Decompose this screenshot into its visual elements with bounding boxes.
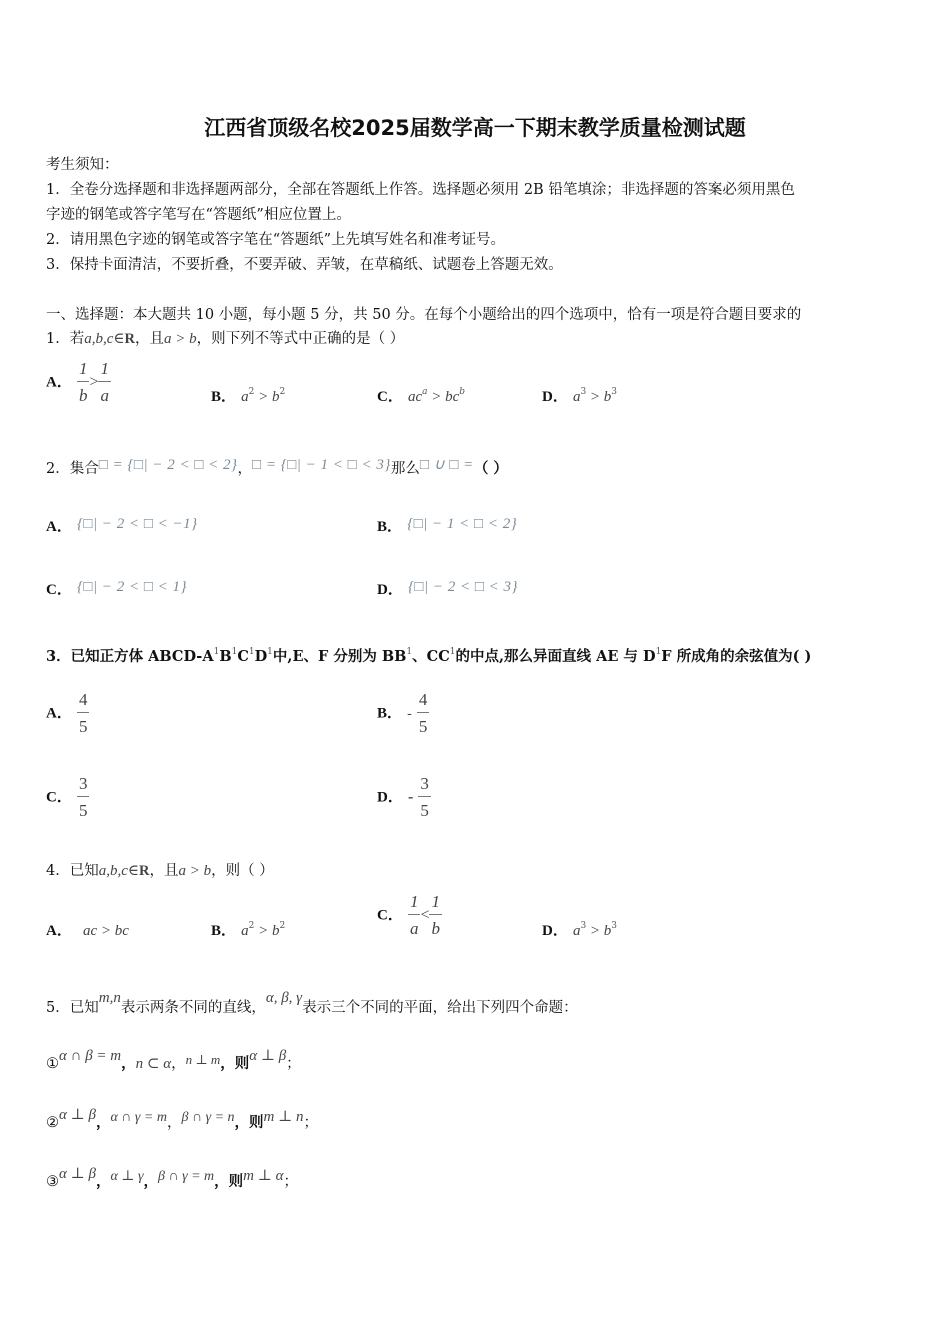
question-2 (46, 455, 508, 478)
text: ，则 (214, 1173, 244, 1190)
math-op: > (89, 373, 99, 391)
frac-num: 3 (77, 775, 90, 797)
question-1 (46, 327, 404, 348)
option-a (46, 919, 129, 940)
notice-item: 3．保持卡面清洁，不要折叠，不要弄破、弄皱，在草稿纸、试题卷上答题无效。 (46, 257, 563, 273)
text: 的中点,那么异面直线 AE 与 D (455, 648, 656, 665)
option-b (211, 919, 285, 940)
notice-item: 2．请用黑色字迹的钢笔或答字笔在“答题纸”上先填写姓名和准考证号。 (46, 232, 506, 248)
option-d (377, 578, 518, 599)
math-lines: m,n (98, 990, 121, 1006)
option-d (542, 919, 617, 940)
subscript: 1 (231, 647, 238, 657)
text: ，且 (134, 331, 164, 347)
question-3 (46, 645, 811, 666)
text: （ ） (473, 460, 508, 477)
math-expr: n ⊥ m (185, 1052, 221, 1067)
math-expr: a (572, 923, 581, 939)
math-condition: a > b (178, 863, 212, 879)
option-label: C． (377, 389, 403, 405)
question-5 (46, 990, 578, 1017)
subscript: 1 (267, 647, 273, 657)
question-4 (46, 859, 274, 880)
text: 那么 (390, 461, 420, 477)
frac-den: 5 (418, 717, 428, 736)
option-a (46, 360, 111, 404)
frac-num: 4 (417, 691, 430, 713)
math-vars: a,b,c∈ (98, 863, 139, 879)
option-b (377, 515, 517, 536)
text: ； (286, 1056, 301, 1072)
option-b (211, 385, 285, 406)
text: D (254, 648, 268, 665)
notice-heading: 考生须知： (46, 157, 119, 173)
text: ，则 (220, 1055, 250, 1072)
math-set: □ = {□| − 1 < □ < 3} (252, 457, 391, 473)
math-expr: ac > bc (82, 923, 129, 939)
text: ， (171, 1056, 186, 1072)
math-expr: α ⊥ β (249, 1048, 287, 1064)
math-exp: 2 (248, 921, 255, 931)
option-d (377, 775, 431, 819)
math-set: {□| − 2 < □ < 3} (407, 579, 519, 595)
math-planes: α, β, γ (265, 990, 303, 1006)
section-heading: 一、选择题：本大题共 10 小题，每小题 5 分，共 50 分。在每个小题给出的四个选项中，恰有一项是符合题目要求的 (46, 307, 802, 323)
text: B (219, 648, 232, 665)
math-exp: 3 (580, 387, 587, 397)
subscript: 1 (213, 647, 220, 657)
math-exp: 2 (248, 387, 255, 397)
frac-num: 3 (418, 775, 431, 797)
frac-den: a (100, 386, 109, 405)
option-c (377, 385, 465, 406)
subscript: 1 (248, 647, 255, 657)
math-set: {□| − 1 < □ < 2} (407, 516, 518, 532)
math-set-R: R (124, 331, 135, 347)
math-expr: α ⊥ β (59, 1107, 96, 1123)
option-label: C． (46, 789, 72, 806)
math-set-R: R (139, 863, 150, 879)
option-a (46, 691, 89, 735)
math-set: {□| − 2 < □ < 1} (76, 579, 188, 595)
math-exp: 3 (611, 921, 618, 931)
math-sign: - (407, 706, 412, 722)
text: F 所成角的余弦值为( ) (661, 648, 812, 665)
frac-num: 1 (429, 893, 442, 915)
math-expr: α ⊥ γ (110, 1169, 144, 1184)
option-label: C． (46, 582, 72, 598)
option-d (542, 385, 617, 406)
option-b (377, 691, 429, 735)
frac-num: 1 (77, 360, 90, 382)
subscript: 1 (655, 647, 662, 657)
frac-den: b (78, 386, 88, 405)
prop-marker: ② (46, 1115, 59, 1131)
option-label: A． (46, 705, 72, 722)
math-expr: > b (254, 923, 280, 939)
prop-marker: ① (46, 1056, 59, 1072)
option-label: A． (46, 519, 72, 535)
text: ， (143, 1173, 158, 1190)
math-exp: a (422, 387, 428, 397)
text: ， (121, 1055, 136, 1072)
frac-num: 1 (408, 893, 421, 915)
option-a (46, 515, 198, 536)
text: ， (95, 1114, 111, 1131)
text: ，则下列不等式中正确的是（ ） (196, 331, 405, 347)
text: ，则 (234, 1114, 264, 1131)
frac-den: b (431, 919, 440, 938)
option-label: D． (377, 582, 403, 598)
text: 表示两条不同的直线， (120, 1000, 266, 1016)
question-number: 5．已知 (46, 1000, 99, 1016)
option-c (377, 893, 442, 937)
math-expr: □ ∪ □ = (419, 457, 474, 473)
math-expr: a (241, 389, 249, 405)
text: 中,E、F 分别为 BB (272, 648, 407, 665)
subscript: 1 (406, 647, 413, 657)
text: ，且 (149, 863, 179, 879)
text: ， (237, 461, 253, 477)
math-expr: β ∩ γ = n (181, 1110, 235, 1125)
math-exp: 3 (611, 387, 618, 397)
text: 、CC (412, 648, 450, 665)
math-condition: a > b (163, 331, 197, 347)
option-label: D． (377, 789, 403, 806)
frac-den: a (409, 919, 419, 938)
option-label: A． (46, 923, 72, 939)
option-c (46, 578, 187, 599)
text: 3．已知正方体 ABCD-A (46, 648, 214, 665)
option-label: B． (377, 519, 403, 535)
proposition-1 (46, 1046, 301, 1073)
option-c (46, 775, 89, 819)
option-label: A． (46, 374, 72, 391)
frac-den: 5 (78, 717, 88, 736)
math-set: □ = {□| − 2 < □ < 2} (98, 457, 238, 473)
text: ； (303, 1115, 318, 1131)
option-label: C． (377, 907, 403, 924)
frac-num: 1 (98, 360, 111, 382)
math-expr: α ∩ γ = m (110, 1110, 167, 1125)
math-op: < (420, 906, 430, 924)
math-expr: m ⊥ n (263, 1109, 304, 1125)
math-exp: 3 (580, 921, 587, 931)
math-expr: a (241, 923, 249, 939)
math-expr: > b (586, 923, 612, 939)
math-expr: > bc (427, 389, 460, 405)
prop-marker: ③ (46, 1174, 59, 1190)
proposition-2 (46, 1105, 318, 1132)
option-label: B． (211, 389, 237, 405)
frac-num: 4 (77, 691, 90, 713)
math-exp: b (459, 387, 466, 397)
text: ； (283, 1174, 298, 1190)
page-title: 江西省顶级名校2025届数学高一下期末教学质量检测试题 (204, 116, 746, 140)
question-number: 2．集合 (46, 461, 99, 477)
math-expr: m ⊥ α (243, 1168, 284, 1184)
text: 表示三个不同的平面，给出下列四个命题： (302, 1000, 578, 1016)
text: ，则（ ） (211, 863, 274, 879)
math-expr: n ⊂ α (135, 1056, 172, 1072)
frac-den: 5 (420, 801, 429, 820)
text: ， (95, 1173, 111, 1190)
math-expr: a (572, 389, 581, 405)
option-label: D． (542, 923, 568, 939)
option-label: B． (211, 923, 237, 939)
math-expr: α ∩ β = m (59, 1048, 122, 1064)
proposition-3 (46, 1164, 298, 1191)
frac-den: 5 (78, 801, 88, 820)
question-number: 4．已知 (46, 863, 99, 879)
question-number: 1．若 (46, 331, 85, 347)
math-exp: 2 (279, 921, 286, 931)
notice-item: 1．全卷分选择题和非选择题两部分，全部在答题纸上作答。选择题必须用 2B 铅笔填涂；非选择题的答案必须用黑色 (46, 182, 795, 198)
option-label: D． (542, 389, 568, 405)
math-expr: > b (586, 389, 612, 405)
option-label: B． (377, 705, 403, 722)
math-exp: 2 (279, 387, 286, 397)
math-expr: ac (407, 389, 423, 405)
text: ， (167, 1115, 182, 1131)
notice-item: 字迹的钢笔或答字笔写在“答题纸”相应位置上。 (46, 207, 351, 223)
math-expr: > b (254, 389, 280, 405)
text: C (237, 648, 249, 665)
math-expr: α ⊥ β (59, 1166, 96, 1182)
math-sign: - (407, 788, 414, 806)
math-expr: β ∩ γ = m (157, 1169, 215, 1184)
subscript: 1 (449, 647, 456, 657)
math-set: {□| − 2 < □ < −1} (76, 516, 198, 532)
math-vars: a,b,c∈ (84, 331, 125, 347)
